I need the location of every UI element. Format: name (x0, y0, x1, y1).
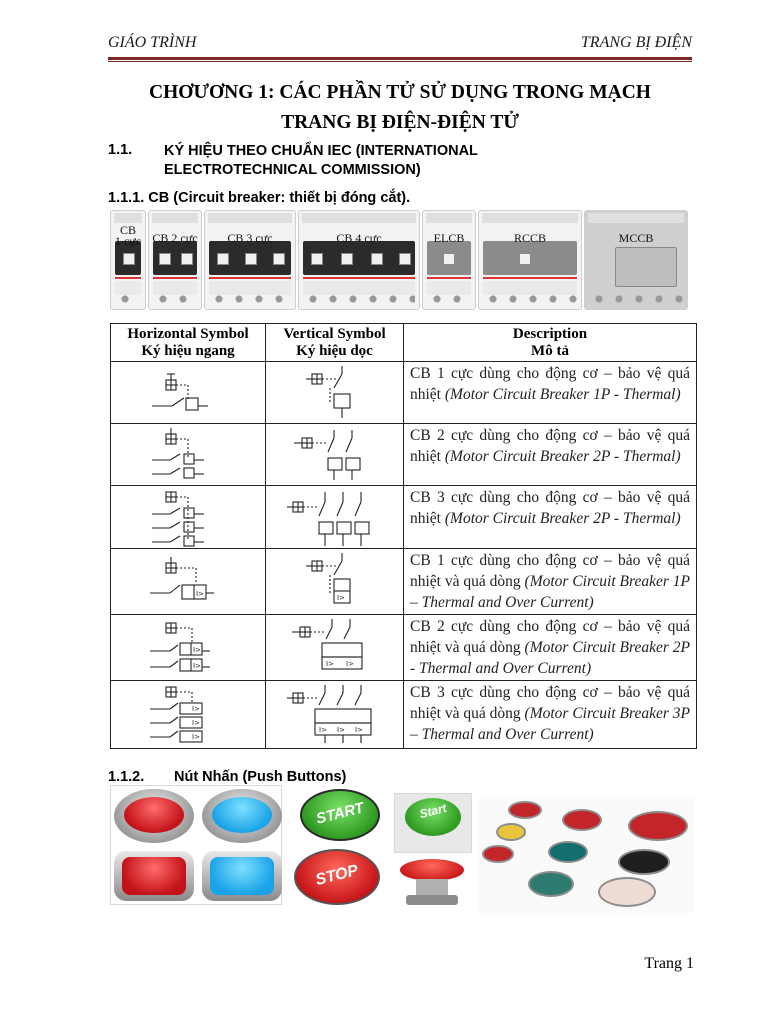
cb-2p-thermal-vertical-symbol (290, 428, 380, 482)
breaker-label: MCCB (618, 231, 654, 245)
description-cell: CB 2 cực dùng cho động cơ – bảo vệ quá nhiệt và quá dòng (Motor Circuit Breaker 2P - Thermal and Over Current) (404, 615, 697, 681)
horizontal-symbol-cell (111, 424, 266, 486)
table-row (111, 615, 697, 681)
breaker-label: CB 2 cực (152, 231, 198, 245)
red-mushroom-button-image (394, 857, 472, 909)
push-button-photos (110, 785, 694, 915)
start-small-label: Start (418, 800, 448, 822)
breaker-photo-cb2 (148, 210, 202, 310)
header-vertical: Vertical Symbol Ký hiệu dọc (266, 324, 404, 362)
vertical-symbol-cell (266, 615, 404, 681)
vertical-symbol-cell (266, 486, 404, 549)
cb-2p-thermal-horizontal-symbol (148, 428, 228, 482)
start-button-image (300, 789, 380, 841)
section-1-1-2-title: Nút Nhấn (Push Buttons) (174, 769, 347, 785)
description-cell: CB 1 cực dùng cho động cơ – bảo vệ quá nhiệt và quá dòng (Motor Circuit Breaker 1P – Thermal and Over Current) (404, 549, 697, 615)
svg-text:I>: I> (318, 726, 327, 734)
horizontal-symbol-cell (111, 486, 266, 549)
chapter-title (108, 78, 692, 138)
red-square-button-image (114, 851, 194, 901)
breaker-label: RCCB (513, 231, 546, 245)
assorted-buttons-photo (478, 797, 694, 913)
table-row (111, 424, 697, 486)
cb-3p-thermal-horizontal-symbol (148, 490, 228, 548)
cb-3p-thermal-vertical-symbol (285, 490, 385, 548)
breaker-photo-elcb (422, 210, 476, 310)
section-1-1-number: 1.1. (108, 142, 133, 158)
red-round-button-image (114, 789, 194, 843)
vertical-symbol-cell (266, 681, 404, 749)
horizontal-symbol-cell (111, 681, 266, 749)
start-button-label: START (314, 799, 366, 828)
table-row (111, 549, 697, 615)
breaker-photo-cb1 (110, 210, 146, 310)
svg-text:I>: I> (336, 594, 345, 602)
svg-text:I>: I> (354, 726, 363, 734)
svg-text:I>: I> (192, 705, 200, 713)
vertical-symbol-cell (266, 549, 404, 615)
section-1-1-1-title: 1.1.1. CB (Circuit breaker: thiết bị đóng cắt). (108, 190, 411, 206)
breaker-photo-strip (110, 210, 694, 318)
cb-1p-thermal-horizontal-symbol (148, 366, 228, 420)
table-header-row (111, 324, 697, 362)
cb-3p-thermal-overcurrent-vertical-symbol (285, 685, 385, 745)
breaker-photo-mccb (584, 210, 688, 310)
header-horizontal: Horizontal Symbol Ký hiệu ngang (111, 324, 266, 362)
description-cell: CB 3 cực dùng cho động cơ – bảo vệ quá nhiệt (Motor Circuit Breaker 2P - Thermal) (404, 486, 697, 549)
description-cell: CB 2 cực dùng cho động cơ – bảo vệ quá nhiệt (Motor Circuit Breaker 2P - Thermal) (404, 424, 697, 486)
svg-text:I>: I> (193, 662, 201, 670)
section-1-1-title: KÝ HIỆU THEO CHUẨN IEC (INTERNATIONAL ELECTROTECHNICAL COMMISSION) (164, 143, 478, 178)
chapter-title-line1: CHƠƯƠNG 1: CÁC PHẦN TỬ SỬ DỤNG TRONG MẠCH (149, 82, 651, 103)
table-row (111, 362, 697, 424)
vertical-symbol-cell (266, 424, 404, 486)
cb-1p-thermal-overcurrent-horizontal-symbol (148, 553, 228, 609)
cb-3p-thermal-overcurrent-horizontal-symbol (148, 685, 228, 745)
vertical-symbol-cell (266, 362, 404, 424)
breaker-photo-cb3 (204, 210, 296, 310)
description-cell: CB 3 cực dùng cho động cơ – bảo vệ quá nhiệt và quá dòng (Motor Circuit Breaker 3P – Thermal and Over Current) (404, 681, 697, 749)
horizontal-symbol-cell (111, 615, 266, 681)
cb-2p-thermal-overcurrent-horizontal-symbol (148, 619, 228, 675)
breaker-photo-rccb (478, 210, 582, 310)
cb-2p-thermal-overcurrent-vertical-symbol (290, 619, 380, 675)
blue-round-button-image (202, 789, 282, 843)
stop-button-image (294, 849, 380, 905)
breaker-label: CB 3 cực (227, 231, 273, 245)
header-right: TRANG BỊ ĐIỆN (580, 34, 692, 51)
cb-1p-thermal-vertical-symbol (300, 366, 370, 420)
chapter-title-line2: TRANG BỊ ĐIỆN-ĐIỆN TỬ (281, 112, 519, 133)
horizontal-symbol-cell (111, 362, 266, 424)
svg-text:I>: I> (192, 733, 200, 741)
stop-button-label: STOP (313, 862, 360, 889)
description-cell: CB 1 cực dùng cho động cơ – bảo vệ quá nhiệt (Motor Circuit Breaker 1P - Thermal) (404, 362, 697, 424)
green-panel-button-image (394, 793, 472, 853)
svg-text:I>: I> (336, 726, 345, 734)
table-row (111, 486, 697, 549)
cb-1p-thermal-overcurrent-vertical-symbol (300, 553, 370, 609)
svg-text:I>: I> (196, 590, 204, 598)
breaker-label: CB 4 cực (336, 231, 382, 245)
horizontal-symbol-cell (111, 549, 266, 615)
page-number: Trang 1 (644, 955, 694, 972)
svg-text:I>: I> (345, 660, 354, 668)
breaker-photo-cb4 (298, 210, 420, 310)
svg-text:I>: I> (192, 719, 200, 727)
breaker-label: CB 1 cực (114, 223, 142, 248)
cb-symbol-table (110, 323, 697, 749)
header-left: GIÁO TRÌNH (108, 34, 197, 51)
breaker-label: ELCB (433, 231, 465, 245)
running-header (108, 34, 692, 58)
header-rule-thin (108, 61, 692, 62)
header-description: Description Mô tả (404, 324, 697, 362)
section-1-1-2-number: 1.1.2. (108, 769, 145, 785)
blue-square-button-image (202, 851, 282, 901)
svg-text:I>: I> (193, 646, 201, 654)
table-row (111, 681, 697, 749)
svg-text:I>: I> (325, 660, 334, 668)
header-rule-thick (108, 57, 692, 60)
